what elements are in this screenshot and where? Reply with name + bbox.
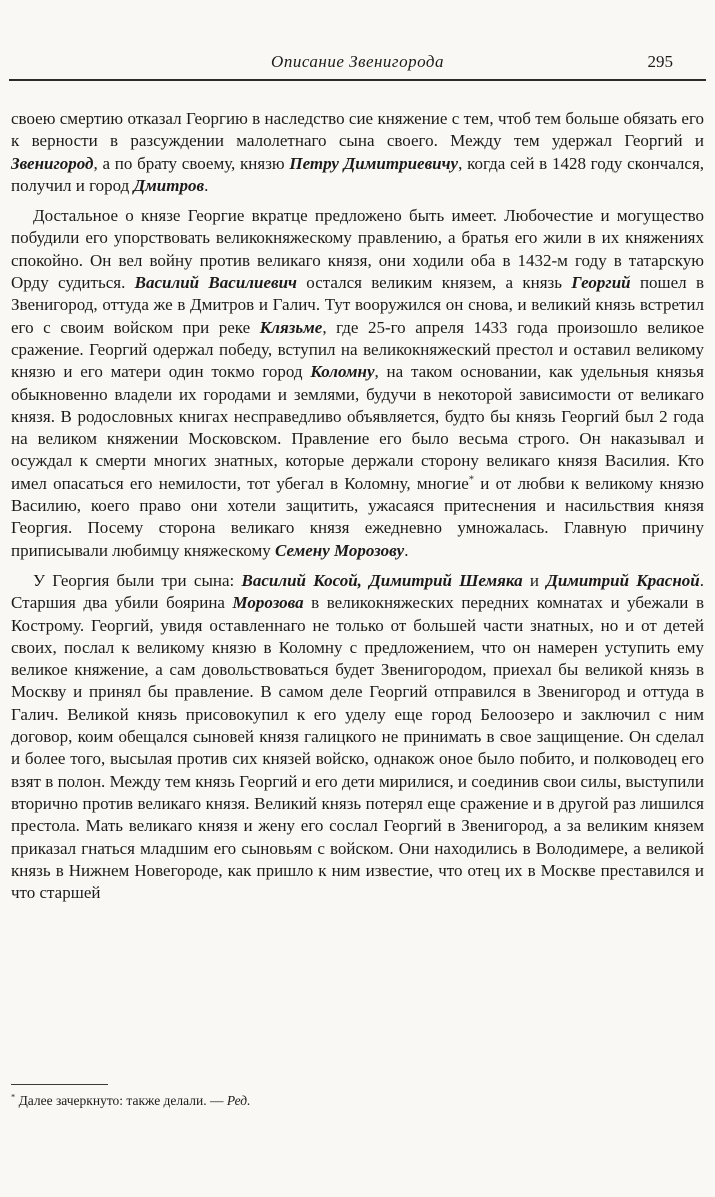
text-run: Георгий [571,273,631,293]
text-run: . [404,540,409,560]
text-run: . Старшия два убили боярина [11,570,704,613]
text-run: пошел в Звенигород, оттуда же в Дмитров и Галич. Тут вооружился он снова, и великий князь встретил его с своим войском при реке [11,273,705,337]
text-run: Клязьме [259,317,323,337]
text-run: в великокняжеских передних комнатах и убежали в Кострому. Георгий, увидя оставленнаго не только от большей части знатных, но и от детей своих, послал к великому князю в Коломну с предложением, что он намерен уступить ему великое княжение, а сам довольствоваться будет Звенигородом, приехал бы великой князь в Москву и принял бы правление. В самом деле Георгий отправился в Звенигород и оттуда в Галич. Великой князь присовокупил к его уделу еще город Белоозеро и заключил с ним договор, коим обещался сыновей князя галицкого не принимать в свое защищение. Он сделал и более того, высылая против сих князей войско, однакож оное было побито, и полководец его взят в полон. Между тем князь Георгий и его дети мирилися, и соединив свои силы, выступили вторично против великаго князя. Великий князь потерял еще сражение и в другой раз лишился престола. Мать великаго князя и жену его сослал Георгий в Звенигород, а за великим князем приказал гнаться младшим его сыновьям с войском. Они находились в Володимере, а великой князь в Нижнем Новегороде, как пришло к ним известие, что отец их в Москве преставился и что старшей [11,593,704,903]
page-number: 295 [647,52,673,71]
footnote-rule [11,1084,108,1085]
footnote-area [11,1084,704,1109]
text-run: Достальное о князе Георгие вкратце предложено быть имеет. Любочестие и могущество побудили его упорствовать великокняжескому правлению, а братья его жили в их княжениях спокойно. Он вел войну против великаго князя, они ходили оба в 1432-м году в татарскую Орду судиться. [11,206,704,293]
text-run: Семену Морозову [275,540,405,560]
text-run: Василий Василиевич [134,273,297,293]
text-run: Морозова [232,593,304,613]
text-run: , а по брату своему, князю [93,153,290,173]
text-run: У Георгия были три сына: [33,570,242,590]
text-run: , когда сей в 1428 году скончался, получил и город [11,153,705,195]
text-run: остался великим князем, а князь [296,273,572,293]
page-body [11,108,704,904]
text-run: Василий Косой, Димитрий Шемяка [241,570,523,590]
text-run: Далее зачеркнуто: также делали. — [15,1093,227,1108]
text-run: Димитрий Красной [546,570,700,590]
text-run: , на таком основании, как удельныя князья обыкновенно владели их городами и землями, будучи в некоторой зависимости от великаго князя. В родословных книгах несправедливо объявляется, будто бы князь Георгий был 2 года на великом княжении Московском. Правление его было весьма строго. Он наказывал и осуждал к смерти многих знатных, которые держали сторону великаго князя Василия. Кто имел опасаться его немилости, тот убегал в Коломну, многие [11,362,704,493]
footnote-marker: * [11,1092,16,1102]
text-run: Ред. [226,1093,251,1108]
paragraph [11,108,704,197]
text-run: . [204,175,209,195]
footnote-text [11,1092,704,1109]
paragraph [11,570,704,904]
running-head [0,0,715,74]
text-run: Коломну [310,362,375,382]
text-run: Звенигород [11,153,94,173]
text-run: Петру Димитриевичу [289,153,459,173]
header-rule [9,79,706,81]
text-run: своею смертию отказал Георгию в наследство сие княжение с тем, чтоб тем больше обязать его к верности в разсуждении малолетнаго сына своего. Между тем удержал Георгий и [11,109,704,151]
running-head-title: Описание Звенигорода [271,52,444,71]
text-run: и [522,570,547,590]
text-run: и от любви к великому князю Василию, коего право они хотели защитить, ужасаяся притеснения и насильствия князя Георгия. Посему сторона великаго князя ежедневно умножалась. Главную причину приписывали любимцу княжескому [11,473,704,560]
footnote-marker: * [468,474,475,486]
text-run: Дмитров [133,175,205,195]
paragraph [11,205,704,562]
text-run: , где 25-го апреля 1433 года произошло великое сражение. Георгий одержал победу, вступил на великокняжеский престол и оставил великому князю и его матери один токмо город [11,317,704,382]
